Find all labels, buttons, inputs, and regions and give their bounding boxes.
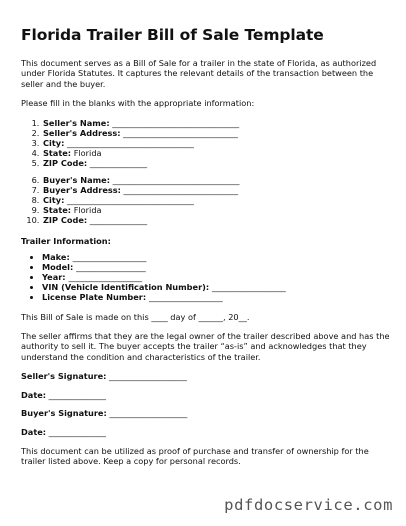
buyer-zip-field: 10. ZIP Code: ______________ <box>42 215 391 225</box>
seller-zip-field: 5. ZIP Code: ______________ <box>42 158 391 168</box>
buyer-signature-line: Buyer's Signature: ___________________ <box>21 408 188 419</box>
instruction-paragraph: Please fill in the blanks with the appropriate information: <box>21 98 255 109</box>
buyer-address-field: 7. Buyer's Address: ____________________________ <box>42 185 391 195</box>
trailer-make-field: • Make: __________________ <box>42 252 391 262</box>
closing-paragraph: This document can be utilized as proof of purchase and transfer of ownership for the trailer listed above. Keep a copy for personal records. <box>21 445 369 467</box>
buyer-name-field: 6. Buyer's Name: _______________________________ <box>42 175 391 185</box>
seller-fields-list <box>21 118 391 169</box>
seller-state-field: 4. State: Florida <box>42 148 391 158</box>
intro-paragraph: This document serves as a Bill of Sale for a trailer in the state of Florida, as authorized under Florida Statutes. It captures the relevant details of the transaction between the seller and the buyer. <box>21 58 377 89</box>
trailer-model-field: • Model: _________________ <box>42 262 391 272</box>
trailer-plate-field: • License Plate Number: __________________ <box>42 292 391 302</box>
seller-name-field: 1. Seller's Name: _______________________________ <box>42 118 391 128</box>
document-page <box>21 26 391 476</box>
trailer-fields-list <box>21 252 391 303</box>
affirmation-paragraph: The seller affirms that they are the legal owner of the trailer described above and has the authority to sell it. The buyer accepts the trailer “as-is” and acknowledges that they understand the condition and characteristics of the trailer. <box>21 331 390 362</box>
buyer-fields-list <box>21 175 391 226</box>
date-line: This Bill of Sale is made on this ____ day of ______, 20__. <box>21 311 250 322</box>
seller-city-field: 3. City: _______________________________ <box>42 138 391 148</box>
buyer-date-line: Date: ______________ <box>21 426 106 437</box>
trailer-year-field: • Year: __________________ <box>42 272 391 282</box>
seller-signature-line: Seller's Signature: ___________________ <box>21 371 187 382</box>
buyer-city-field: 8. City: _______________________________ <box>42 195 391 205</box>
buyer-state-field: 9. State: Florida <box>42 205 391 215</box>
seller-address-field: 2. Seller's Address: ____________________________ <box>42 128 391 138</box>
trailer-vin-field: • VIN (Vehicle Identification Number): __________________ <box>42 282 391 292</box>
watermark: pdfdocservice.com <box>224 496 393 514</box>
document-title: Florida Trailer Bill of Sale Template <box>21 26 324 44</box>
seller-date-line: Date: ______________ <box>21 389 106 400</box>
trailer-info-heading: Trailer Information: <box>21 235 111 246</box>
